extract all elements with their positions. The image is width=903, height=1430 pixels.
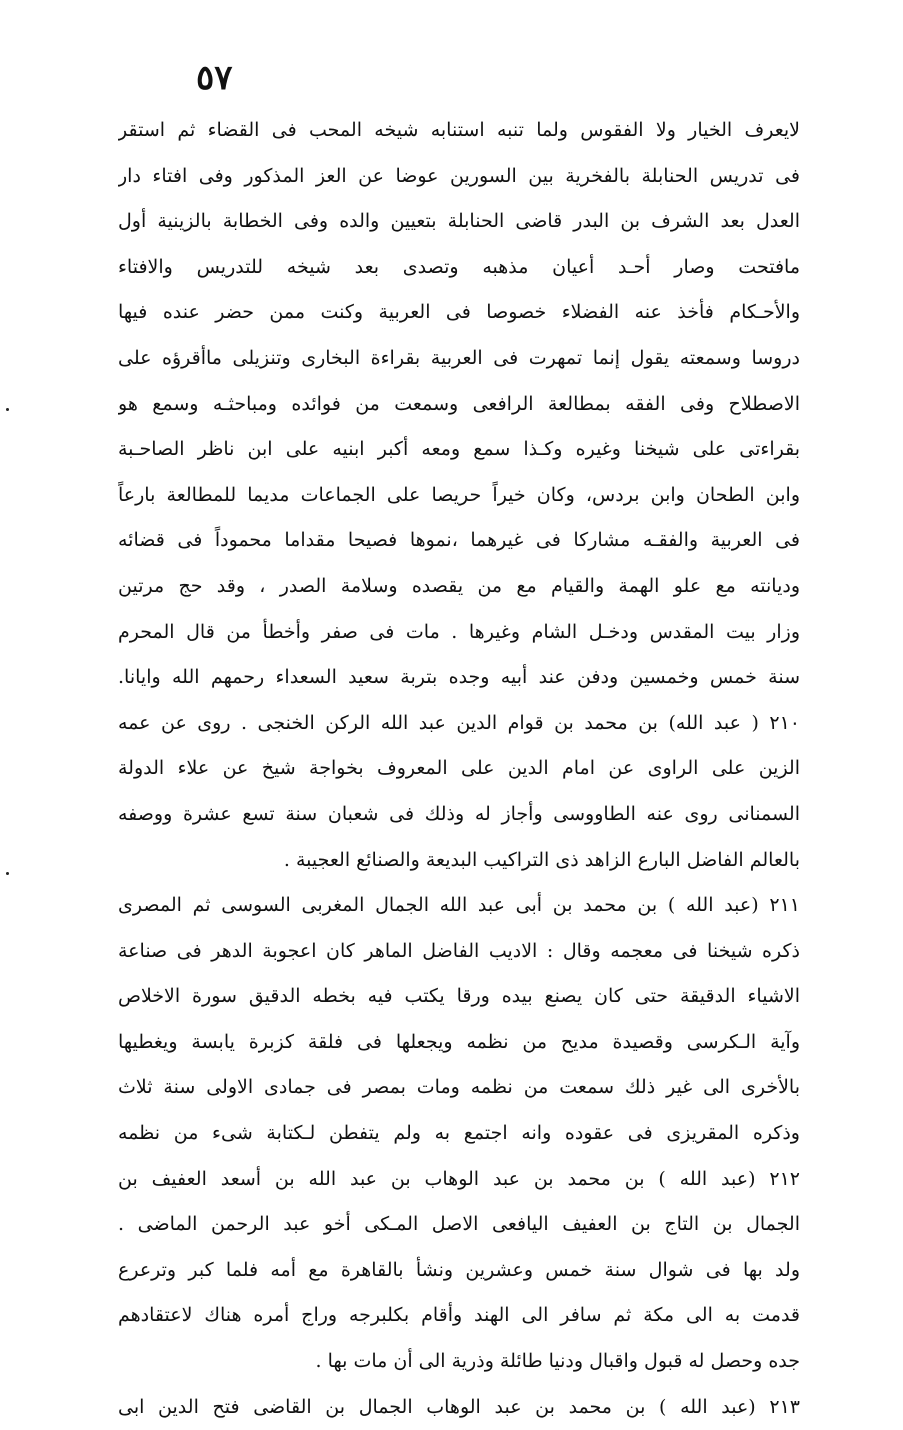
text-line: لايعرف الخيار ولا الفقوس ولما تنبه استنابه شيخه المحب فى القضاء ثم استقر [118,119,800,141]
scan-speck [6,872,9,875]
text-line: فى تدريس الحنابلة بالفخرية بين السورين عوضا عن العز المذكور وفى افتاء دار [118,164,800,187]
entry-212-start: ٢١٢ (عبد الله ) بن محمد بن عبد الوهاب بن عبد الله بن أسعد العفيف بن [118,1167,800,1190]
text-line: دروسا وسمعته يقول إنما تمهرت فى العربية بقراءة البخارى وتنزيلى ماأقرؤه على [118,346,800,369]
text-line: وزار بيت المقدس ودخـل الشام وغيرها . مات فى صفر وأخطأ من قال المحرم [118,620,800,643]
entry-210-start: ٢١٠ ( عبد الله) بن محمد بن قوام الدين عبد الله الركن الخنجى . روى عن عمه [118,711,800,734]
text-line: وديانته مع علو الهمة والقيام مع من يقصده وسلامة الصدر ، وقد حج مرتين [118,574,800,597]
text-line: ولد بها فى شوال سنة خمس وعشرين ونشأ بالقاهرة مع أمه فلما كبر وترعرع [118,1258,800,1281]
text-line: بقراءتى على شيخنا وغيره وكـذا سمع ومعه أكبر ابنيه على ابن ناظر الصاحـبة [118,438,800,461]
text-line: قدمت به الى مكة ثم سافر الى الهند وأقام بكلبرجه وراج أمره هناك لاعتقادهم [118,1304,800,1327]
text-line: مافتحت وصار أحـد أعيان مذهبه وتصدى بعد شيخه للتدريس والافتاء [118,255,800,278]
text-line: الاصطلاح وفى الفقه بمطالعة الرافعى وسمعت من فوائده ومباحثـه وسمع هو [118,392,800,415]
text-line: وذكره المقريزى فى عقوده وانه اجتمع به ولم يتفطن لـكتابة شىء من نظمه [118,1122,800,1145]
text-line: العدل بعد الشرف بن البدر قاضى الحنابلة بتعيين والده وفى الخطابة بالزينية أول [118,210,800,233]
entry-211-start: ٢١١ (عبد الله ) بن محمد بن أبى عبد الله الجمال المغربى السوسى ثم المصرى [118,894,800,917]
text-line: والأحـكام فأخذ عنه الفضلاء خصوصا فى العربية وكنت ممن حضر عنده فيها [118,301,800,324]
text-line: وآية الـكرسى وقصيدة مديح من نظمه ويجعلها فى فلقة كزبرة يابسة ويغطيها [118,1030,800,1053]
text-line: الزين على الراوى عن امام الدين على المعروف بخواجة شيخ عن علاء الدولة [118,757,800,780]
scan-speck [6,408,9,411]
text-line: سنة خمس وخمسين ودفن عند أبيه وجده بتربة سعيد السعداء رحمهم الله وايانا. [118,666,800,689]
text-line: جده وحصل له قبول واقبال ودنيا طائلة وذرية الى أن مات بها . [315,1350,800,1373]
entry-213-start: ٢١٣ (عبد الله ) بن محمد بن عبد الوهاب الجمال بن القاضى فتح الدين ابى [118,1395,800,1418]
text-line: بالأخرى الى غير ذلك سمعت من نظمه ومات بمصر فى جمادى الاولى سنة ثلاث [118,1076,800,1099]
text-line: فى العربية والفقـه مشاركا فى غيرهما ،نموها فصيحا مقداما محموداً فى قضائه [118,529,800,552]
body-text [118,108,800,1430]
text-line: بالعالم الفاضل البارع الزاهد ذى التراكيب البديعة والصنائع العجيبة . [283,848,800,871]
text-line: السمنانى روى عنه الطاووسى وأجاز له وذلك فى شعبان سنة تسع عشرة ووصفه [118,802,800,825]
text-line: الاشياء الدقيقة حتى كان يصنع بيده ورقا يكتب فيه بخطه الدقيق سورة الاخلاص [118,985,800,1008]
text-line: وابن الطحان وابن بردس، وكان خيراً حريصا على الجماعات مديما للمطالعة بارعاً [118,483,800,506]
text-line: الجمال بن التاج بن العفيف اليافعى الاصل المـكى أخو عبد الرحمن الماضى . [118,1213,800,1236]
page-number: ٥٧ [196,58,233,98]
text-line: ذكره شيخنا فى معجمه وقال : الاديب الفاضل الماهر كان اعجوبة الدهر فى صناعة [118,939,800,962]
